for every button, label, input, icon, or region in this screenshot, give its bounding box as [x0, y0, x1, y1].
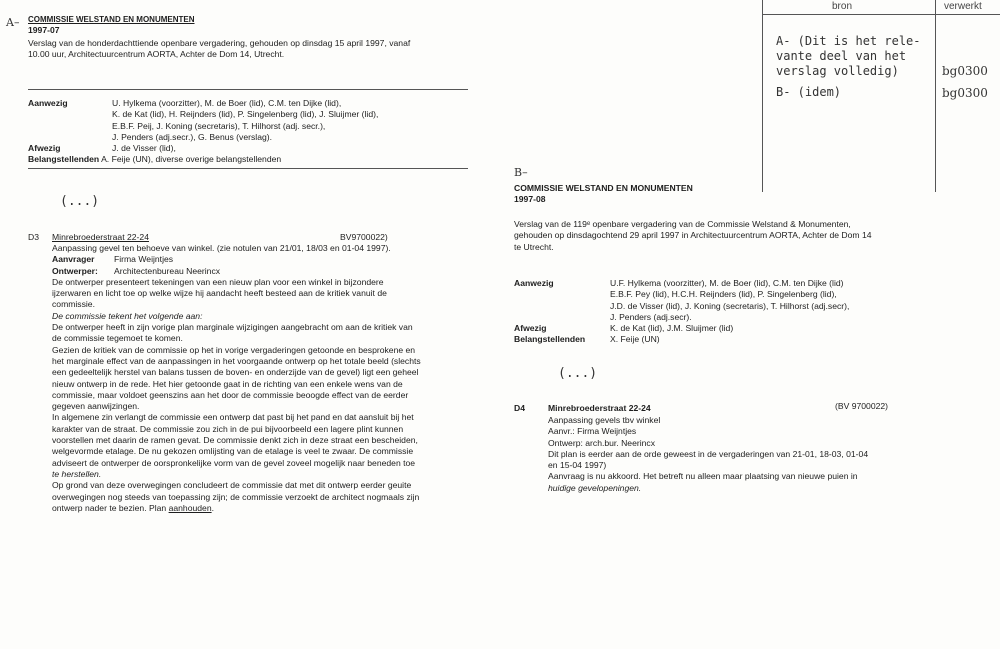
- absent-label: Afwezig: [28, 143, 61, 154]
- stamp-note-b-code: bg0300: [942, 86, 988, 100]
- absent-value: J. de Visser (lid),: [112, 143, 176, 154]
- doc-b-intro-line: Verslag van de 119ᵉ openbare vergadering van de Commissie Welstand & Monumenten,: [514, 219, 851, 229]
- present-line: U. Hylkema (voorzitter), M. de Boer (lid), C.M. ten Dijke (lid),: [112, 98, 342, 108]
- absent-value: K. de Kat (lid), J.M. Sluijmer (lid): [610, 323, 734, 334]
- doc-a-item-ref: BV9700022): [340, 232, 388, 242]
- present-line: J.D. de Visser (lid), J. Koning (secretaris), T. Hilhorst (adj.secr),: [610, 300, 850, 311]
- present-line: K. de Kat (lid), H. Reijnders (lid), P. Singelenberg (lid), J. Sluijmer (lid),: [112, 109, 379, 120]
- doc-b-intro: [514, 219, 872, 253]
- designer-label: Ontwerper:: [52, 265, 98, 276]
- item-line: Aanvr.: Firma Weijntjes: [548, 426, 637, 437]
- body-line: welgevormde etalage. De nu gekozen omlijsting van de etalage is veel te zwaar. De commissie: [52, 446, 414, 457]
- stamp-note-a-line: verslag volledig): [776, 64, 899, 78]
- doc-b-item-body: [548, 415, 868, 494]
- designer-value: Architectenbureau Neerincx: [114, 265, 221, 276]
- present-line: J. Penders (adj.secr.), G. Benus (verslag).: [112, 131, 272, 142]
- doc-a-attendance: [28, 98, 378, 166]
- body-line: Gezien de kritiek van de commissie op het in vorige vergaderingen getoonde en besprokene en: [52, 344, 416, 355]
- absent-label: Afwezig: [514, 323, 547, 334]
- body-line: nieuw ontwerp in de rede. Het hier getoonde gaat in de richting van een enkele wens van de: [52, 378, 403, 389]
- item-line: en 15-04 1997): [548, 460, 607, 471]
- stamp-column-divider: [935, 0, 936, 192]
- stakeholders-value: A. Feije (UN), diverse overige belangstellenden: [101, 154, 282, 165]
- body-line: commissie.: [52, 299, 95, 310]
- body-line: adviseert de ontwerper de oorspronkelijke vorm van de gevel zoveel mogelijk naar beneden toe: [52, 457, 416, 468]
- body-line: overwegingen nog steeds van toepassing zijn; de commissie verzoekt de architect nogmaals zijn: [52, 491, 420, 502]
- doc-a-rule-top: [28, 89, 468, 90]
- stamp-note-a-line: vante deel van het: [776, 49, 907, 63]
- present-label: Aanwezig: [28, 98, 68, 108]
- body-line: karakter van de straat. De commissie zou zich in de pui bijvoorbeeld een lagere plint kunnen: [52, 423, 404, 434]
- stakeholders-label: Belangstellenden: [514, 334, 586, 345]
- body-line: het marginale effect van de aanpassingen in het voorgaande ontwerp op het totale beeld (slechts: [52, 355, 421, 366]
- body-italic-line: De commissie tekent het volgende aan:: [52, 310, 203, 321]
- present-line: U.F. Hylkema (voorzitter), M. de Boer (lid), C.M. ten Dijke (lid): [610, 278, 844, 288]
- stamp-note-b: B- (idem): [776, 85, 842, 99]
- present-line: E.B.F. Peij, J. Koning (secretaris), T. Hilhorst (adj. secr.),: [112, 120, 326, 131]
- body-line: commissie, maar voldoet geenszins aan het door de commissie beoogde effect van de eerder: [52, 389, 409, 400]
- body-last-end: .: [211, 502, 214, 513]
- doc-a-intro-line: Verslag van de honderdachttiende openbare vergadering, gehouden op dinsdag 15 april 1997, vanaf: [28, 38, 411, 48]
- stamp-left-border: [762, 0, 763, 192]
- item-desc: Aanpassing gevel ten behoeve van winkel. (zie notulen van 21/01, 18/03 en 01-04 1997).: [52, 243, 391, 253]
- doc-a-intro-line: 10.00 uur, Architectuurcentrum AORTA, Achter de Dom 14, Utrecht.: [28, 49, 285, 60]
- doc-b-org: COMMISSIE WELSTAND EN MONUMENTEN: [514, 183, 693, 193]
- body-line: een gedeeltelijk herstel van balans tussen de boven- en onderzijde van de gevel) ligt een geheel: [52, 367, 419, 378]
- doc-b-number: 1997-08: [514, 194, 546, 204]
- item-line: Aanpassing gevels tbv winkel: [548, 415, 661, 425]
- doc-b-item-ref: (BV 9700022): [835, 401, 889, 411]
- doc-a-rule-bottom: [28, 168, 468, 169]
- doc-b-item-address: Minrebroederstraat 22-24: [548, 403, 651, 413]
- doc-b-marker: B–: [514, 166, 528, 179]
- doc-a-marker: A–: [6, 16, 20, 29]
- stakeholders-value: X. Feije (UN): [610, 334, 660, 345]
- body-line: In algemene zin verlangt de commissie een ontwerp dat past bij het pand en dat aansluit bij het: [52, 412, 414, 423]
- item-italic-line: huidige gevelopeningen.: [548, 482, 642, 493]
- body-line: voorstellen met daarin de ramen gevat. De commissie denkt zich in deze straat een bescheiden,: [52, 435, 418, 446]
- body-line: De ontwerper heeft in zijn vorige plan marginale wijzigingen aangebracht om aan de kritiek van: [52, 322, 413, 333]
- doc-a-number: 1997-07: [28, 25, 60, 35]
- doc-a-intro: [28, 38, 410, 61]
- stamp-header-line: [762, 14, 1000, 15]
- doc-b-ellipsis: (...): [558, 366, 598, 381]
- present-line: E.B.F. Pey (lid), H.C.H. Reijnders (lid), P. Singelenberg (lid),: [610, 289, 837, 300]
- doc-b-intro-line: gehouden op dinsdagochtend 29 april 1997 in Architectuurcentrum AORTA, Achter de Dom 14: [514, 230, 872, 241]
- doc-a-item-code: D3: [28, 232, 39, 242]
- body-line: De ontwerper presenteert tekeningen van een nieuw plan voor een winkel in bijzondere: [52, 276, 384, 287]
- body-italic-line: te herstellen.: [52, 468, 102, 479]
- body-last: ontwerp nader te bezien. Plan: [52, 502, 167, 513]
- body-line: gegeven aanwijzingen.: [52, 401, 140, 412]
- body-line: Op grond van deze overwegingen concludeert de commissie dat met dit ontwerp eerder geuite: [52, 480, 412, 491]
- doc-a-org: COMMISSIE WELSTAND EN MONUMENTEN: [28, 15, 195, 24]
- stamp-note-a-line: A- (Dit is het rele-: [776, 34, 921, 48]
- doc-b-intro-line: te Utrecht.: [514, 241, 554, 252]
- stamp-header-bron: bron: [832, 1, 853, 12]
- doc-a-item-body: [52, 243, 421, 514]
- item-line: Dit plan is eerder aan de orde geweest in de vergaderingen van 21-01, 18-03, 01-04: [548, 448, 869, 459]
- present-label: Aanwezig: [514, 278, 554, 288]
- body-line: ijzerwaren en licht toe op welke wijze hij aandacht heeft besteed aan de kritiek vanuit de: [52, 288, 387, 299]
- stamp-note-a: [776, 34, 921, 79]
- doc-a-ellipsis: (...): [60, 194, 100, 209]
- present-line: J. Penders (adj.secr).: [610, 311, 692, 322]
- doc-a-item-address: Minrebroederstraat 22-24: [52, 232, 149, 242]
- item-line: Aanvraag is nu akkoord. Het betreft nu alleen maar plaatsing van nieuwe puien in: [548, 471, 858, 482]
- body-line: de commissie tegemoet te komen.: [52, 333, 183, 344]
- item-line: Ontwerp: arch.bur. Neerincx: [548, 437, 655, 448]
- body-decision: aanhouden: [168, 502, 212, 513]
- applicant-value: Firma Weijntjes: [114, 254, 174, 265]
- stamp-note-a-code: bg0300: [942, 64, 988, 78]
- doc-b-attendance: [514, 278, 849, 346]
- stakeholders-label: Belangstellenden: [28, 154, 100, 165]
- doc-b-item-code: D4: [514, 403, 525, 413]
- applicant-label: Aanvrager: [52, 254, 95, 265]
- stamp-header-verwerkt: verwerkt: [944, 1, 982, 12]
